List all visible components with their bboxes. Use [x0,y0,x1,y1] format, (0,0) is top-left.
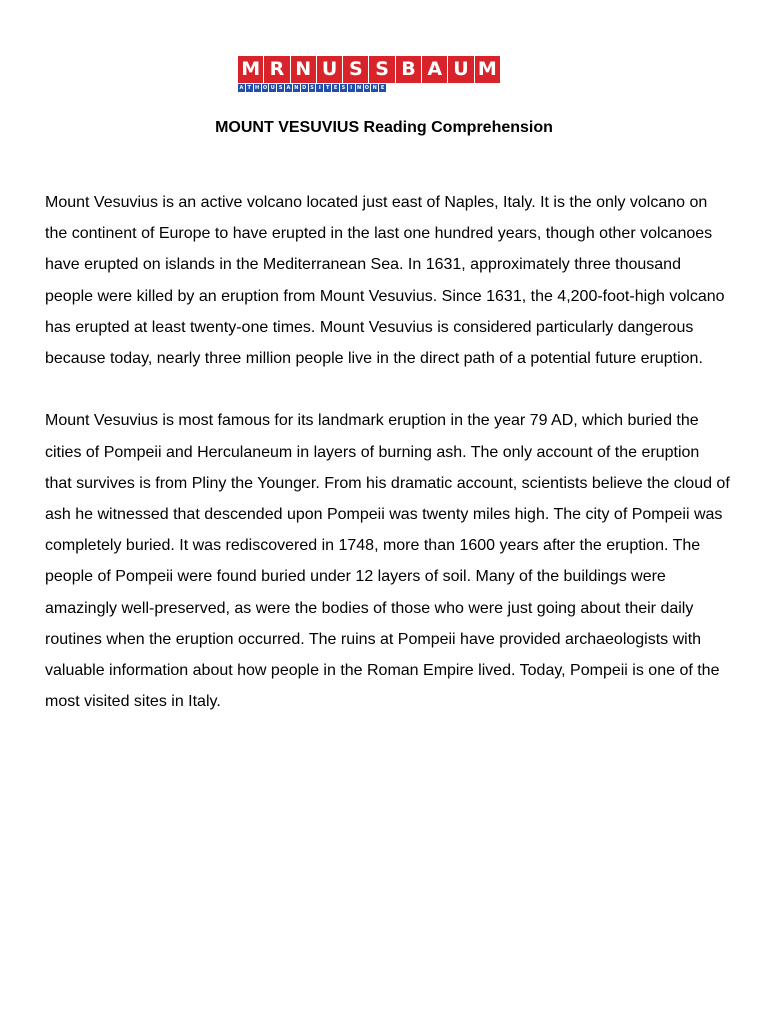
logo-tagline-char: N [294,85,299,91]
logo-tagline-char: U [270,85,275,91]
paragraph: Mount Vesuvius is most famous for its landmark eruption in the year 79 AD, which buried the cities of Pompeii and Herculaneum in layers of burning ash. The only account of the eruption that survives is from Pliny the Younger. From his dramatic account, scientists believe the cloud of ash he witnessed that descended upon Pompeii was twenty miles high. The city of Pompeii was completely buried. It was rediscovered in 1748, more than 1600 years after the eruption. The people of Pompeii were found buried under 12 layers of soil. Many of the buildings were amazingly well-preserved, as were the bodies of those who were just going about their daily routines when the eruption occurred. The ruins at Pompeii have provided archaeologists with valuable information about how people in the Roman Empire lived. Today, Pompeii is one of the most visited sites in Italy. [45,412,730,711]
logo-tagline-char: N [356,85,362,91]
logo-tagline-char: I [316,84,323,92]
mrnussbaum-logo [238,56,500,92]
logo-tagline-char: I [348,84,355,92]
logo-tagline-char: T [325,85,330,91]
document-body [45,187,730,749]
logo-letter: B [396,56,421,83]
logo-letter: M [238,56,263,83]
logo-tagline-char: S [310,85,314,91]
logo-letter: S [369,56,394,83]
logo-letter: U [448,56,473,83]
logo-tagline-char: S [278,85,283,91]
logo-tagline-char: A [286,85,291,91]
logo-tagline-char: T [247,85,251,91]
logo-letter: R [264,56,289,83]
logo-tagline-char: D [302,85,307,91]
logo-tagline-char: S [341,85,346,91]
logo-tagline-char: N [372,85,377,91]
logo-wordmark [238,56,500,83]
logo-tagline-char: E [380,85,385,91]
logo-tagline-char: A [239,85,244,91]
logo-tagline-char: O [262,85,268,91]
logo-tagline [238,84,386,92]
logo-letter: U [317,56,342,83]
logo-letter: A [422,56,447,83]
logo-letter: N [291,56,316,83]
logo-tagline-char: E [333,85,338,91]
logo-letter: M [475,56,500,83]
paragraph: Mount Vesuvius is an active volcano located just east of Naples, Italy. It is the only volcano on the continent of Europe to have erupted in the last one hundred years, though other volcanoes have erupted on islands in the Mediterranean Sea. In 1631, approximately three thousand people were killed by an eruption from Mount Vesuvius. Since 1631, the 4,200-foot-high volcano has erupted at least twenty-one times. Mount Vesuvius is considered particularly dangerous because today, nearly three million people live in the direct path of a potential future eruption. [45,194,725,368]
logo-letter: S [343,56,368,83]
logo-tagline-char: O [364,85,370,91]
document-title: MOUNT VESUVIUS Reading Comprehension [215,119,553,136]
logo-tagline-char: H [255,85,260,91]
